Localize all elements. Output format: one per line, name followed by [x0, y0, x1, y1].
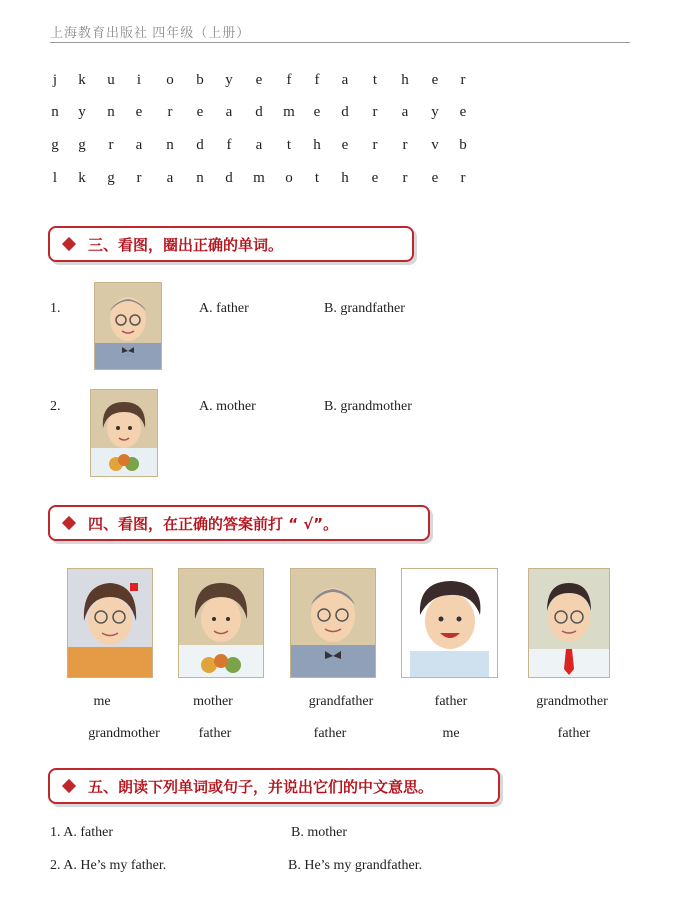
option-b[interactable]: B. grandmother	[324, 399, 412, 414]
grid-letter: r	[402, 170, 408, 186]
grid-letter: b	[459, 137, 467, 153]
section-3-title: 三、看图，圈出正确的单词。	[88, 235, 284, 254]
grid-row	[48, 72, 488, 92]
question-number: 2.	[50, 399, 61, 414]
grid-letter: h	[341, 170, 349, 186]
page-header: 上海教育出版社 四年级（上册）	[50, 25, 251, 40]
grid-letter: e	[341, 137, 349, 153]
grid-letter: y	[78, 104, 86, 120]
grid-letter: e	[431, 72, 439, 88]
grid-letter: e	[313, 104, 321, 120]
girl-portrait-image	[67, 568, 153, 678]
question-number: 1.	[50, 301, 61, 316]
grid-letter: j	[52, 72, 58, 88]
grid-letter: t	[372, 72, 378, 88]
father-portrait-image	[528, 568, 610, 678]
section-4-title: 四、看图，在正确的答案前打 “ √”。	[88, 514, 339, 533]
grid-letter: l	[52, 170, 58, 186]
grid-letter: t	[286, 137, 292, 153]
grid-letter: b	[196, 72, 204, 88]
diamond-bullet-icon	[62, 516, 76, 530]
grid-letter: n	[166, 137, 174, 153]
grid-row	[48, 104, 488, 124]
grid-letter: r	[460, 170, 466, 186]
grid-letter: d	[341, 104, 349, 120]
reading-item: B. He’s my grandfather.	[288, 858, 423, 873]
grid-letter: r	[402, 137, 408, 153]
grandfather-portrait-image	[94, 282, 162, 370]
answer-option[interactable]: me	[442, 726, 460, 741]
grid-letter: e	[371, 170, 379, 186]
grid-letter: k	[78, 72, 86, 88]
diamond-bullet-icon	[62, 237, 76, 251]
grid-letter: r	[372, 104, 378, 120]
answer-option[interactable]: me	[93, 694, 111, 709]
grid-letter: a	[166, 170, 174, 186]
grid-letter: k	[78, 170, 86, 186]
grid-letter: e	[255, 72, 263, 88]
mother-portrait-image	[178, 568, 264, 678]
option-a[interactable]: A. mother	[199, 399, 256, 414]
grid-letter: h	[401, 72, 409, 88]
grid-letter: m	[283, 104, 295, 120]
section-5-banner	[48, 768, 500, 804]
grid-letter: u	[107, 72, 115, 88]
grid-letter: f	[314, 72, 320, 88]
grid-letter: r	[460, 72, 466, 88]
header-rule	[50, 42, 630, 43]
grid-letter: a	[401, 104, 409, 120]
grid-letter: r	[136, 170, 142, 186]
answer-option[interactable]: father	[198, 726, 232, 741]
grid-letter: d	[255, 104, 263, 120]
answer-option[interactable]: grandfather	[308, 694, 374, 709]
grid-letter: n	[196, 170, 204, 186]
reading-item: B. mother	[291, 825, 347, 840]
grid-letter: d	[196, 137, 204, 153]
grid-letter: d	[225, 170, 233, 186]
grid-letter: y	[431, 104, 439, 120]
answer-option[interactable]: father	[434, 694, 468, 709]
grid-letter: a	[225, 104, 233, 120]
grid-letter: v	[431, 137, 439, 153]
grid-letter: a	[255, 137, 263, 153]
grid-letter: e	[459, 104, 467, 120]
diamond-bullet-icon	[62, 779, 76, 793]
grid-letter: y	[225, 72, 233, 88]
grid-letter: i	[136, 72, 142, 88]
grid-letter: r	[372, 137, 378, 153]
grid-letter: e	[135, 104, 143, 120]
reading-item: 1. A. father	[50, 825, 113, 840]
grid-letter: n	[51, 104, 59, 120]
grid-letter: g	[107, 170, 115, 186]
section-4-banner	[48, 505, 430, 541]
grid-letter: r	[167, 104, 173, 120]
section-5-title: 五、朗读下列单词或句子，并说出它们的中文意思。	[88, 777, 434, 796]
grandfather-portrait-image	[290, 568, 376, 678]
grid-letter: g	[51, 137, 59, 153]
grid-letter: t	[314, 170, 320, 186]
answer-option[interactable]: grandmother	[88, 726, 160, 741]
option-b[interactable]: B. grandfather	[324, 301, 405, 316]
option-a[interactable]: A. father	[199, 301, 249, 316]
grid-letter: f	[286, 72, 292, 88]
grid-letter: a	[341, 72, 349, 88]
grid-row	[48, 137, 488, 157]
grid-letter: g	[78, 137, 86, 153]
reading-item: 2. A. He’s my father.	[50, 858, 167, 873]
grid-letter: o	[285, 170, 293, 186]
grid-letter: m	[253, 170, 265, 186]
grid-letter: a	[135, 137, 143, 153]
grid-row	[48, 170, 488, 190]
answer-option[interactable]: mother	[193, 694, 233, 709]
grid-letter: r	[108, 137, 114, 153]
answer-option[interactable]: father	[557, 726, 591, 741]
grandmother-portrait-image	[90, 389, 158, 477]
grid-letter: e	[431, 170, 439, 186]
section-3-banner	[48, 226, 414, 262]
answer-option[interactable]: grandmother	[536, 694, 608, 709]
boy-portrait-image	[401, 568, 498, 678]
grid-letter: f	[226, 137, 232, 153]
grid-letter: n	[107, 104, 115, 120]
grid-letter: h	[313, 137, 321, 153]
grid-letter: o	[166, 72, 174, 88]
grid-letter: e	[196, 104, 204, 120]
answer-option[interactable]: father	[313, 726, 347, 741]
